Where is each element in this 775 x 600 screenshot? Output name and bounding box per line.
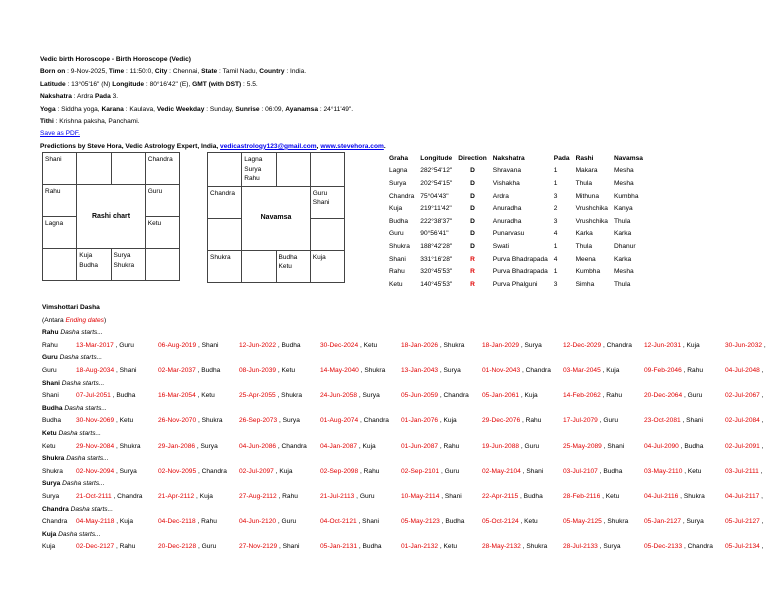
antara-entry: 30-Dec-2024 , Ketu: [320, 341, 378, 349]
antara-entry: 04-Jan-2087 , Kuja: [320, 442, 376, 450]
column-header: Longitude: [420, 154, 453, 162]
table-cell: 222°38'37": [420, 217, 453, 225]
table-row: [386, 190, 646, 203]
antara-entry: 12-Jun-2031 , Kuja: [644, 341, 700, 349]
dasha-antara-row: [42, 491, 775, 504]
antara-entry: 07-Jul-2051 , Budha: [76, 392, 136, 400]
antara-entry: 02-Jul-2091 ,: [725, 442, 764, 450]
table-cell: Guru: [389, 230, 404, 238]
dasha-group-heading: Rahu Dasha starts...: [42, 329, 103, 337]
antara-entry: 29-Jan-2086 , Surya: [158, 442, 218, 450]
antara-entry: 08-Jun-2039 , Ketu: [239, 366, 296, 374]
antara-entry: 04-Jun-2120 , Guru: [239, 518, 297, 526]
dasha-antara-row: [42, 365, 775, 378]
column-header: Direction: [458, 154, 487, 162]
table-cell: Shukra: [389, 242, 410, 250]
table-cell: 4: [553, 255, 558, 263]
antara-entry: 16-Mar-2054 , Ketu: [158, 392, 215, 400]
table-cell: D: [470, 167, 475, 175]
table-cell: Meena: [575, 255, 596, 263]
chart-house: Lagna Surya Rahu: [242, 153, 276, 187]
chart-house: Guru Shani: [310, 186, 344, 218]
chart-house: Budha Ketu: [276, 250, 310, 282]
dasha-lord: Guru: [42, 366, 57, 374]
antara-entry: 01-Nov-2043 , Chandra: [482, 366, 551, 374]
antara-entry: 01-Jan-2132 , Ketu: [401, 543, 458, 551]
antara-entry: 05-Jul-2127 ,: [725, 518, 764, 526]
table-cell: Chandra: [389, 192, 415, 200]
website-link[interactable]: www.stevehora.com: [320, 142, 384, 150]
antara-entry: 18-Aug-2034 , Shani: [76, 366, 137, 374]
table-cell: Thula: [575, 179, 593, 187]
dasha-antara-row: [42, 340, 775, 353]
table-cell: Vrushchika: [575, 205, 608, 213]
table-cell: 3: [553, 280, 558, 288]
antara-entry: 04-Dec-2118 , Rahu: [158, 518, 217, 526]
chart-house: Lagna: [43, 217, 77, 249]
antara-entry: 29-Dec-2076 , Rahu: [482, 417, 542, 425]
antara-entry: 24-Jun-2058 , Surya: [320, 392, 380, 400]
dasha-subtitle: (Antara Ending dates): [42, 316, 107, 324]
table-cell: Karka: [575, 230, 593, 238]
dasha-lord: Ketu: [42, 442, 56, 450]
antara-entry: 20-Dec-2128 , Guru: [158, 543, 217, 551]
antara-entry: 13-Mar-2017 , Guru: [76, 341, 134, 349]
dasha-group-heading: Shani Dasha starts...: [42, 379, 105, 387]
chart-house: [77, 153, 111, 185]
planet-positions-table: [386, 152, 646, 291]
antara-entry: 04-Jul-2116 , Shukra: [644, 492, 705, 500]
chart-house: [208, 153, 242, 187]
table-cell: Rahu: [389, 268, 405, 276]
predictions-line: Predictions by Steve Hora, Vedic Astrology Expert, India, vedicastrology123@gmail.com, www.stevehora.com.: [40, 142, 386, 150]
antara-entry: 28-Feb-2116 , Ketu: [563, 492, 620, 500]
chart-house: [276, 153, 310, 187]
table-cell: Ardra: [492, 192, 509, 200]
table-cell: 188°42'28": [420, 242, 453, 250]
antara-entry: 02-Nov-2094 , Surya: [76, 467, 137, 475]
table-cell: R: [470, 255, 475, 263]
table-cell: 75°04'43": [420, 192, 449, 200]
table-cell: Karka: [613, 255, 632, 263]
antara-entry: 02-Sep-2101 , Guru: [401, 467, 460, 475]
table-cell: Purva Bhadrapada: [492, 255, 548, 263]
table-cell: D: [470, 205, 475, 213]
antara-entry: 05-May-2123 , Budha: [401, 518, 465, 526]
antara-entry: 02-Jul-2067 ,: [725, 392, 764, 400]
antara-entry: 27-Nov-2129 , Shani: [239, 543, 300, 551]
table-header-row: [386, 152, 646, 165]
table-cell: R: [470, 268, 475, 276]
antara-entry: 05-Jul-2134 ,: [725, 543, 764, 551]
chart-house: Shani: [43, 153, 77, 185]
table-cell: Anuradha: [492, 205, 522, 213]
table-cell: 90°56'41": [420, 230, 449, 238]
table-cell: Shravana: [492, 167, 522, 175]
chart-house: Surya Shukra: [111, 249, 145, 281]
table-cell: Mesha: [613, 167, 634, 175]
table-cell: 219°11'42": [420, 205, 452, 213]
dasha-antara-row: [42, 541, 775, 554]
vimshottari-dasha: [42, 302, 775, 554]
table-cell: Kumbha: [613, 192, 639, 200]
column-header: Pada: [553, 154, 570, 162]
antara-entry: 21-Jul-2113 , Guru: [320, 492, 375, 500]
antara-entry: 05-Jan-2061 , Kuja: [482, 392, 538, 400]
table-cell: Simha: [575, 280, 595, 288]
column-header: Nakshatra: [492, 154, 525, 162]
table-cell: Mesha: [613, 179, 634, 187]
chart-house: Guru: [145, 185, 179, 217]
table-cell: D: [470, 192, 475, 200]
page-title: Vedic birth Horoscope - Birth Horoscope (Vedic): [40, 56, 191, 63]
chart-house: Kuja: [310, 250, 344, 282]
dasha-lord: Surya: [42, 492, 60, 500]
table-cell: Thula: [613, 280, 631, 288]
dasha-lord: Kuja: [42, 543, 56, 551]
antara-entry: 29-Nov-2084 , Shukra: [76, 442, 141, 450]
rashi-chart-title: Rashi chart: [91, 212, 131, 220]
table-cell: 1: [553, 242, 558, 250]
antara-entry: 02-Nov-2095 , Chandra: [158, 467, 227, 475]
table-cell: 2: [553, 205, 558, 213]
table-cell: Dhanur: [613, 242, 636, 250]
dasha-lord: Rahu: [42, 341, 58, 349]
chart-house: [43, 249, 77, 281]
antara-entry: 06-Aug-2019 , Shani: [158, 341, 219, 349]
antara-entry: 05-Dec-2133 , Chandra: [644, 543, 713, 551]
table-cell: Anuradha: [492, 217, 522, 225]
table-cell: Punarvasu: [492, 230, 525, 238]
birth-details: Born on : 9-Nov-2025, Time : 11:50:0, City : Chennai, State : Tamil Nadu, Country : India.: [40, 68, 307, 76]
antara-entry: 05-May-2125 , Shukra: [563, 518, 629, 526]
table-cell: Mithuna: [575, 192, 600, 200]
horoscope-header: [40, 54, 760, 153]
antara-entry: 13-Jan-2043 , Surya: [401, 366, 461, 374]
antara-entry: 28-May-2132 , Shukra: [482, 543, 548, 551]
antara-entry: 02-Sep-2098 , Rahu: [320, 467, 380, 475]
navamsa-chart-title: Navamsa: [260, 214, 292, 222]
table-cell: Thula: [613, 217, 631, 225]
column-header: Graha: [389, 154, 409, 162]
table-cell: Shani: [389, 255, 406, 263]
table-cell: Thula: [575, 242, 593, 250]
antara-entry: 04-May-2118 , Kuja: [76, 518, 134, 526]
navamsa-chart: [207, 152, 345, 283]
antara-entry: 18-Jan-2029 , Surya: [482, 341, 542, 349]
antara-entry: 03-Mar-2045 , Kuja: [563, 366, 620, 374]
antara-entry: 18-Jan-2026 , Shukra: [401, 341, 465, 349]
chart-house: Kuja Budha: [77, 249, 111, 281]
chart-house: Chandra: [208, 186, 242, 218]
yoga-line: Yoga : Siddha yoga, Karana : Kaulava, Vedic Weekday : Sunday, Sunrise : 06:09, Ayanamsa : 24°11'49".: [40, 105, 354, 113]
table-cell: R: [470, 280, 475, 288]
dasha-group-heading: Surya Dasha starts...: [42, 480, 105, 488]
antara-entry: 10-May-2114 , Shani: [401, 492, 462, 500]
dasha-group-heading: Budha Dasha starts...: [42, 404, 107, 412]
table-row: [386, 177, 646, 190]
antara-entry: 28-Jul-2133 , Surya: [563, 543, 621, 551]
table-cell: 282°54'12": [420, 167, 453, 175]
antara-entry: 02-May-2104 , Shani: [482, 467, 544, 475]
table-row: [386, 278, 646, 291]
dasha-lord: Chandra: [42, 518, 68, 526]
dasha-antara-row: [42, 516, 775, 529]
table-cell: 140°45'53": [420, 280, 453, 288]
antara-entry: 01-Aug-2074 , Chandra: [320, 417, 389, 425]
table-cell: Kumbha: [575, 268, 601, 276]
table-cell: D: [470, 217, 475, 225]
antara-entry: 02-Jul-2097 , Kuja: [239, 467, 293, 475]
chart-house: [208, 218, 242, 250]
table-cell: 1: [553, 268, 558, 276]
dasha-lord: Shani: [42, 392, 59, 400]
table-cell: Mesha: [613, 268, 634, 276]
dasha-group-heading: Kuja Dasha starts...: [42, 530, 101, 538]
antara-entry: 01-Jan-2076 , Kuja: [401, 417, 457, 425]
table-row: [386, 202, 646, 215]
coordinates: Latitude : 13°05'16" (N) Longitude : 80°16'42" (E), GMT (with DST) : 5.5.: [40, 80, 258, 88]
dasha-antara-row: [42, 415, 775, 428]
antara-entry: 27-Aug-2112 , Rahu: [239, 492, 298, 500]
antara-entry: 25-Apr-2055 , Shukra: [239, 392, 303, 400]
table-row: [386, 165, 646, 178]
chart-house: [111, 153, 145, 185]
table-cell: 4: [553, 230, 558, 238]
antara-entry: 21-Apr-2112 , Kuja: [158, 492, 213, 500]
dasha-antara-row: [42, 466, 775, 479]
antara-entry: 30-Jun-2032 ,: [725, 341, 766, 349]
antara-entry: 12-Jun-2022 , Budha: [239, 341, 301, 349]
table-row: [386, 253, 646, 266]
antara-entry: 02-Mar-2037 , Budha: [158, 366, 221, 374]
antara-entry: 09-Feb-2046 , Rahu: [644, 366, 704, 374]
table-cell: 3: [553, 217, 558, 225]
antara-entry: 04-Oct-2121 , Shani: [320, 518, 380, 526]
chart-house: [242, 250, 276, 282]
table-cell: 3: [553, 192, 558, 200]
table-cell: Karka: [613, 230, 632, 238]
chart-house: [145, 249, 179, 281]
dasha-group-heading: Guru Dasha starts...: [42, 354, 103, 362]
antara-entry: 23-Oct-2081 , Shani: [644, 417, 704, 425]
table-cell: Lagna: [389, 167, 408, 175]
antara-entry: 05-Jun-2059 , Chandra: [401, 392, 469, 400]
table-cell: Surya: [389, 179, 407, 187]
antara-entry: 25-May-2089 , Shani: [563, 442, 625, 450]
dasha-lord: Budha: [42, 417, 62, 425]
antara-entry: 02-Dec-2127 , Rahu: [76, 543, 136, 551]
table-cell: Vishakha: [492, 179, 520, 187]
antara-entry: 30-Nov-2069 , Ketu: [76, 417, 134, 425]
chart-house: Rahu: [43, 185, 77, 217]
table-cell: 1: [553, 179, 558, 187]
chart-house: Ketu: [145, 217, 179, 249]
table-cell: 1: [553, 167, 558, 175]
table-cell: 202°54'15": [420, 179, 453, 187]
dasha-title: Vimshottari Dasha: [42, 304, 100, 311]
table-cell: Vrushchika: [575, 217, 608, 225]
table-cell: D: [470, 242, 475, 250]
antara-entry: 05-Oct-2124 , Ketu: [482, 518, 538, 526]
chart-house: Chandra: [145, 153, 179, 185]
chart-house: Shukra: [208, 250, 242, 282]
table-row: [386, 228, 646, 241]
table-cell: Budha: [389, 217, 409, 225]
antara-entry: 02-Jul-2084 ,: [725, 417, 764, 425]
table-cell: Purva Phalguni: [492, 280, 538, 288]
dasha-group-heading: Ketu Dasha starts...: [42, 429, 101, 437]
antara-entry: 12-Dec-2029 , Chandra: [563, 341, 632, 349]
save-pdf-link[interactable]: Save as PDF.: [40, 130, 80, 138]
antara-entry: 01-Jun-2087 , Rahu: [401, 442, 460, 450]
table-cell: 320°45'53": [420, 268, 453, 276]
rashi-chart: [42, 152, 180, 281]
antara-entry: 04-Jul-2048 ,: [725, 366, 764, 374]
antara-entry: 03-Jul-2111 ,: [725, 467, 763, 475]
antara-entry: 03-Jul-2107 , Budha: [563, 467, 623, 475]
antara-entry: 19-Jun-2088 , Guru: [482, 442, 540, 450]
table-row: [386, 240, 646, 253]
table-row: [386, 215, 646, 228]
chart-house: [310, 153, 344, 187]
antara-entry: 21-Oct-2111 , Chandra: [76, 492, 143, 500]
antara-entry: 14-May-2040 , Shukra: [320, 366, 386, 374]
antara-entry: 17-Jul-2079 , Guru: [563, 417, 618, 425]
column-header: Navamsa: [613, 154, 643, 162]
table-cell: Swati: [492, 242, 509, 250]
table-cell: D: [470, 179, 475, 187]
antara-entry: 26-Nov-2070 , Shukra: [158, 417, 223, 425]
antara-entry: 20-Dec-2064 , Guru: [644, 392, 703, 400]
table-cell: Kuja: [389, 205, 403, 213]
table-cell: Purva Bhadrapada: [492, 268, 548, 276]
table-cell: Ketu: [389, 280, 403, 288]
tithi-line: Tithi : Krishna paksha, Panchami.: [40, 118, 140, 126]
table-cell: Kanya: [613, 205, 633, 213]
antara-entry: 05-Jan-2131 , Budha: [320, 543, 382, 551]
dasha-group-heading: Chandra Dasha starts...: [42, 505, 114, 513]
antara-entry: 04-Jul-2117 ,: [725, 492, 764, 500]
dasha-lord: Shukra: [42, 467, 63, 475]
antara-entry: 22-Apr-2115 , Budha: [482, 492, 543, 500]
antara-entry: 05-Jan-2127 , Surya: [644, 518, 704, 526]
chart-house: [310, 218, 344, 250]
antara-entry: 26-Sep-2073 , Surya: [239, 417, 300, 425]
dasha-antara-row: [42, 390, 775, 403]
column-header: Rashi: [575, 154, 594, 162]
table-cell: D: [470, 230, 475, 238]
dasha-antara-row: [42, 441, 775, 454]
antara-entry: 03-May-2110 , Ketu: [644, 467, 702, 475]
table-cell: Makara: [575, 167, 598, 175]
nakshatra-line: Nakshatra : Ardra Pada 3.: [40, 93, 119, 101]
dasha-group-heading: Shukra Dasha starts...: [42, 455, 109, 463]
antara-entry: 14-Feb-2062 , Rahu: [563, 392, 623, 400]
antara-entry: 04-Jun-2086 , Chandra: [239, 442, 307, 450]
email-link[interactable]: vedicastrology123@gmail.com: [220, 142, 317, 150]
antara-entry: 04-Jul-2090 , Budha: [644, 442, 704, 450]
table-row: [386, 265, 646, 278]
table-cell: 331°16'28": [420, 255, 453, 263]
